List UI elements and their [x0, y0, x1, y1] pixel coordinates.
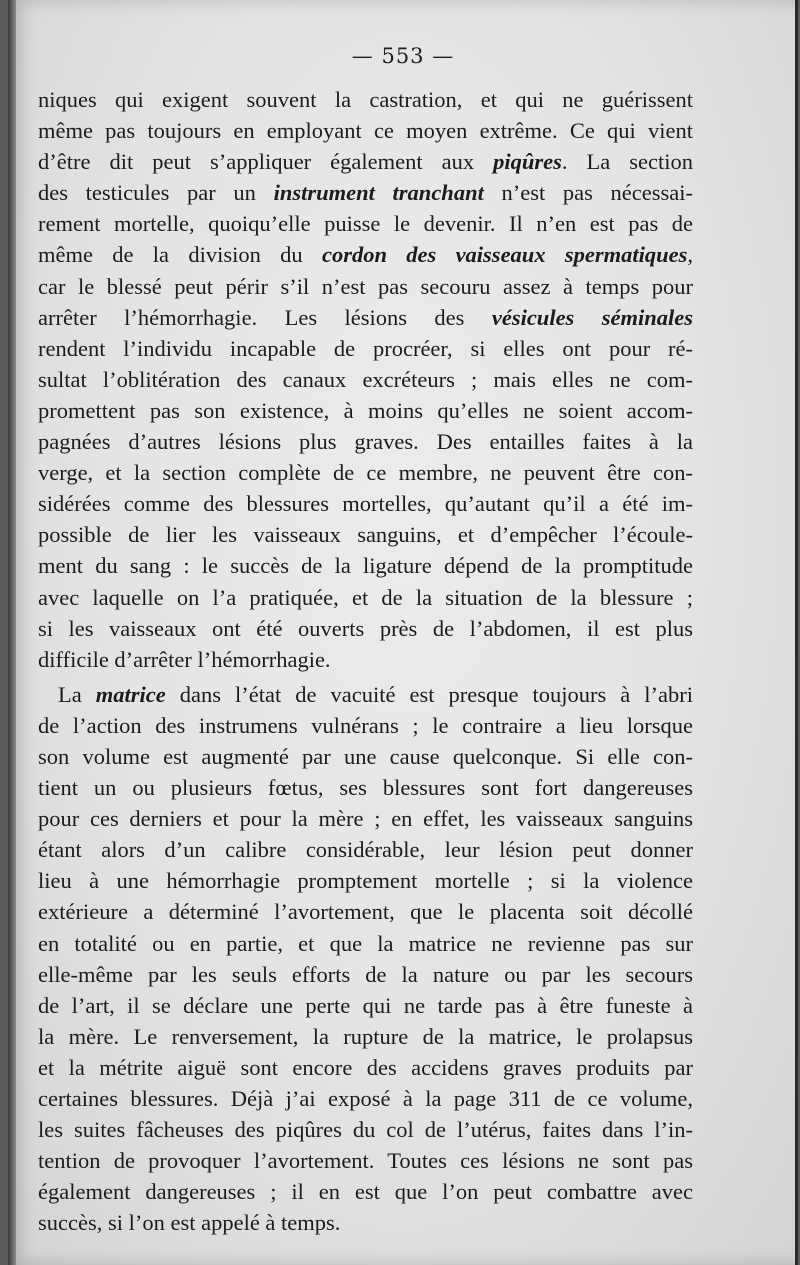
text-line [38, 1083, 693, 1114]
paragraph-1 [38, 84, 693, 675]
text-line [38, 710, 693, 741]
text-line [38, 928, 693, 959]
text-run: avec laquelle on l’a pratiquée, et de la situation de la blessure ; [38, 584, 693, 610]
text-line [38, 239, 693, 270]
text-run: même de la division du [38, 242, 322, 268]
italic-term: piqûres [493, 149, 562, 175]
text-run: et la métrite aiguë sont encore des accidens graves produits par [38, 1054, 693, 1080]
text-run: de l’art, il se déclare une perte qui ne tarde pas à être funeste à [38, 992, 693, 1018]
text-line [38, 896, 693, 927]
text-line [38, 426, 693, 457]
text-run: son volume est augmenté par une cause quelconque. Si elle con- [38, 743, 693, 769]
text-run: La [58, 681, 96, 707]
text-line [38, 364, 693, 395]
text-run: , [687, 242, 693, 268]
text-run: car le blessé peut périr s’il n’est pas secouru assez à temps pour [38, 273, 693, 299]
text-run: de l’action des instrumens vulnérans ; le contraire a lieu lorsque [38, 712, 693, 738]
text-line [38, 395, 693, 426]
text-run: tention de provoquer l’avortement. Toutes ces lésions ne sont pas [38, 1148, 693, 1174]
text-line [38, 488, 693, 519]
text-line [38, 679, 693, 710]
text-run: les suites fâcheuses des piqûres du col de l’utérus, faites dans l’in- [38, 1117, 693, 1143]
text-run: d’être dit peut s’appliquer également aux [38, 149, 494, 175]
text-line [38, 1052, 693, 1083]
page-gutter-shadow [8, 0, 16, 1265]
text-line [38, 741, 693, 772]
italic-term: instrument tranchant [273, 180, 484, 206]
text-run: étant alors d’un calibre considérable, leur lésion peut donner [38, 837, 693, 863]
text-line [38, 582, 693, 613]
text-run: si les vaisseaux ont été ouverts près de l’abdomen, il est plus [38, 615, 693, 641]
text-run: elle-même par les seuls efforts de la nature ou par les secours [38, 961, 693, 987]
text-line [38, 1176, 693, 1207]
paragraph-2 [38, 679, 693, 1239]
text-line [38, 550, 693, 581]
text-run: difficile d’arrêter l’hémorrhagie. [38, 646, 331, 672]
text-run: des testicules par un [38, 180, 274, 206]
text-line [38, 644, 693, 675]
text-line [38, 865, 693, 896]
text-run: également dangereuses ; il en est que l’on peut combattre avec [38, 1179, 693, 1205]
text-line [38, 208, 693, 239]
text-line [38, 115, 693, 146]
text-line [38, 803, 693, 834]
text-line [38, 84, 693, 115]
text-run: certaines blessures. Déjà j’ai exposé à la page 311 de ce volume, [38, 1086, 693, 1111]
text-run: tient un ou plusieurs fœtus, ses blessures sont fort dangereuses [38, 775, 693, 801]
text-line [38, 519, 693, 550]
text-run: dans l’état de vacuité est presque toujours à l’abri [165, 681, 693, 707]
text-run: niques qui exigent souvent la castration, et qui ne guérissent [38, 87, 693, 112]
text-line [38, 271, 693, 302]
text-run: en totalité ou en partie, et que la matrice ne revienne pas sur [38, 930, 693, 956]
text-run: sultat l’oblitération des canaux excréteurs ; mais elles ne com- [38, 366, 693, 392]
text-run: possible de lier les vaisseaux sanguins, et d’empêcher l’écoule- [38, 522, 693, 548]
text-run: extérieure a déterminé l’avortement, que le placenta soit décollé [38, 899, 693, 925]
text-line [38, 1021, 693, 1052]
text-run: sidérées comme des blessures mortelles, qu’autant qu’il a été im- [38, 491, 693, 517]
italic-term: cordon des vaisseaux spermatiques [321, 242, 688, 268]
text-line [38, 834, 693, 865]
text-line [38, 1145, 693, 1176]
italic-term: matrice [95, 681, 166, 707]
text-line [38, 990, 693, 1021]
text-run: succès, si l’on est appelé à temps. [38, 1210, 341, 1236]
text-run: pagnées d’autres lésions plus graves. Des entailles faites à la [38, 429, 693, 455]
text-run: pour ces derniers et pour la mère ; en effet, les vaisseaux sanguins [38, 806, 693, 832]
text-run: n’est pas nécessai- [483, 180, 693, 206]
page-edge [795, 0, 798, 1265]
text-line [38, 772, 693, 803]
text-run: ment du sang : le succès de la ligature dépend de la promptitude [38, 553, 693, 579]
text-line [38, 457, 693, 488]
page-number: — 553 — [351, 44, 455, 68]
text-run: rement mortelle, quoiqu’elle puisse le devenir. Il n’en est pas de [38, 211, 693, 237]
text-line [38, 959, 693, 990]
text-line [38, 1207, 693, 1238]
text-run: promettent pas son existence, à moins qu’elles ne soient accom- [38, 397, 693, 423]
text-run: la mère. Le renversement, la rupture de la matrice, le prolapsus [38, 1023, 693, 1049]
text-run: verge, et la section complète de ce membre, ne peuvent être con- [38, 460, 693, 486]
text-line [38, 333, 693, 364]
text-run: rendent l’individu incapable de procréer, si elles ont pour ré- [38, 335, 693, 361]
text-run: lieu à une hémorrhagie promptement mortelle ; si la violence [38, 868, 693, 894]
text-line [38, 146, 693, 177]
text-line [38, 1114, 693, 1145]
text-run: même pas toujours en employant ce moyen extrême. Ce qui vient [38, 118, 693, 144]
text-line [38, 302, 693, 333]
book-page [8, 0, 798, 1265]
text-line [38, 177, 693, 208]
italic-term: vésicules séminales [491, 304, 693, 330]
body-text [38, 84, 693, 1238]
text-line [38, 613, 693, 644]
text-run: arrêter l’hémorrhagie. Les lésions des [38, 304, 492, 330]
text-run: . La section [561, 149, 694, 175]
